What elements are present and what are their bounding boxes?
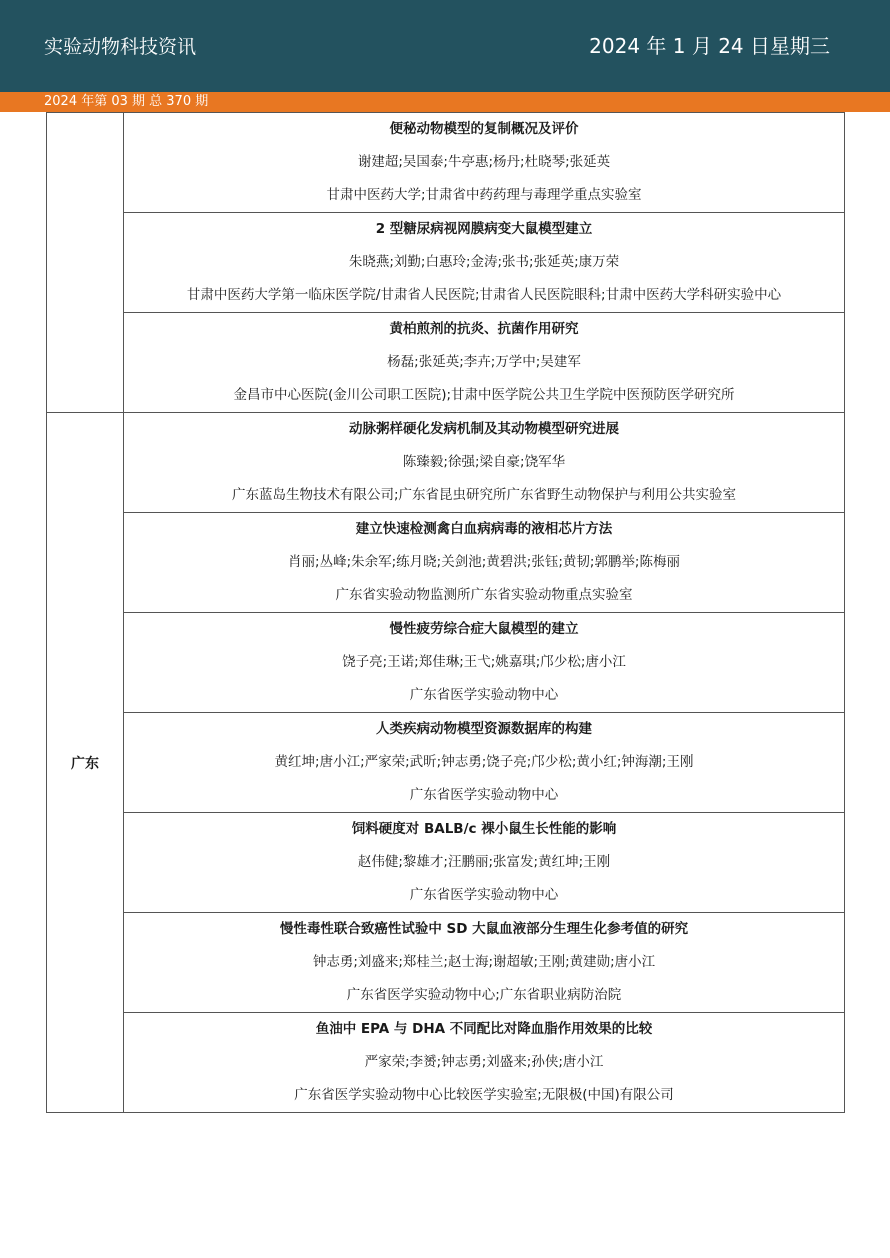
table-row — [47, 613, 845, 713]
article-authors: 杨磊;张延英;李卉;万学中;吴建军 — [387, 354, 581, 370]
article-affiliation: 广东蓝岛生物技术有限公司;广东省昆虫研究所广东省野生动物保护与利用公共实验室 — [231, 487, 737, 503]
article-title: 建立快速检测禽白血病病毒的液相芯片方法 — [355, 521, 613, 537]
publication-title: 实验动物科技资讯 — [44, 36, 197, 58]
article-entry — [124, 913, 845, 1013]
article-title: 慢性毒性联合致癌性试验中 SD 大鼠血液部分生理生化参考值的研究 — [279, 921, 689, 937]
article-affiliation: 广东省实验动物监测所广东省实验动物重点实验室 — [335, 587, 633, 603]
issue-label: 2024 年第 03 期 总 370 期 — [44, 94, 209, 109]
article-title: 鱼油中 EPA 与 DHA 不同配比对降血脂作用效果的比较 — [315, 1021, 653, 1037]
article-affiliation: 广东省医学实验动物中心 — [409, 887, 559, 903]
table-row — [47, 413, 845, 513]
article-authors: 黄红坤;唐小江;严家荣;武昕;钟志勇;饶子亮;邝少松;黄小红;钟海潮;王刚 — [274, 754, 694, 770]
article-entry — [124, 613, 845, 713]
article-affiliation: 广东省医学实验动物中心 — [409, 787, 559, 803]
region-cell: 广东 — [47, 413, 124, 1113]
article-title: 黄柏煎剂的抗炎、抗菌作用研究 — [389, 321, 579, 337]
article-affiliation: 广东省医学实验动物中心比较医学实验室;无限极(中国)有限公司 — [294, 1087, 674, 1103]
article-authors: 赵伟健;黎雄才;汪鹏丽;张富发;黄红坤;王刚 — [357, 854, 611, 870]
article-entry — [124, 1013, 845, 1113]
page-header — [0, 0, 890, 92]
region-cell — [47, 113, 124, 413]
article-title: 人类疾病动物模型资源数据库的构建 — [376, 721, 592, 737]
article-authors: 谢建超;吴国泰;牛亭惠;杨丹;杜晓琴;张延英 — [357, 154, 611, 170]
article-authors: 肖丽;丛峰;朱余军;练月晓;关剑池;黄碧洪;张钰;黄韧;郭鹏举;陈梅丽 — [288, 554, 680, 570]
article-affiliation: 金昌市中心医院(金川公司职工医院);甘肃中医学院公共卫生学院中医预防医学研究所 — [233, 387, 735, 403]
article-title: 动脉粥样硬化发病机制及其动物模型研究进展 — [349, 421, 619, 437]
article-title: 便秘动物模型的复制概况及评价 — [389, 121, 579, 137]
table-row — [47, 313, 845, 413]
article-authors: 陈臻毅;徐强;梁自豪;饶军华 — [402, 454, 566, 470]
article-entry — [124, 113, 845, 213]
article-affiliation: 广东省医学实验动物中心;广东省职业病防治院 — [346, 987, 622, 1003]
article-entry — [124, 513, 845, 613]
article-entry — [124, 213, 845, 313]
article-authors: 钟志勇;刘盛来;郑桂兰;赵士海;谢超敏;王刚;黄建勋;唐小江 — [312, 954, 656, 970]
publication-date: 2024 年 1 月 24 日星期三 — [589, 34, 830, 58]
article-authors: 朱晓燕;刘勤;白惠玲;金涛;张书;张延英;康万荣 — [348, 254, 620, 270]
article-entry — [124, 313, 845, 413]
table-row — [47, 713, 845, 813]
article-authors: 饶子亮;王诺;郑佳琳;王弋;姚嘉琪;邝少松;唐小江 — [342, 654, 626, 670]
article-entry — [124, 713, 845, 813]
table-row — [47, 813, 845, 913]
article-title: 2 型糖尿病视网膜病变大鼠模型建立 — [375, 221, 593, 237]
article-authors: 严家荣;李赟;钟志勇;刘盛来;孙侠;唐小江 — [364, 1054, 604, 1070]
article-table — [46, 112, 845, 1113]
article-affiliation: 甘肃中医药大学第一临床医学院/甘肃省人民医院;甘肃省人民医院眼科;甘肃中医药大学科研实验中心 — [186, 287, 782, 303]
article-entry — [124, 413, 845, 513]
article-title: 饲料硬度对 BALB/c 裸小鼠生长性能的影响 — [351, 821, 617, 837]
table-row — [47, 913, 845, 1013]
table-row — [47, 213, 845, 313]
article-entry — [124, 813, 845, 913]
article-affiliation: 广东省医学实验动物中心 — [409, 687, 559, 703]
issue-bar — [0, 92, 890, 112]
table-row — [47, 1013, 845, 1113]
article-title: 慢性疲劳综合症大鼠模型的建立 — [389, 621, 579, 637]
article-affiliation: 甘肃中医药大学;甘肃省中药药理与毒理学重点实验室 — [326, 187, 642, 203]
table-row — [47, 513, 845, 613]
table-row — [47, 113, 845, 213]
